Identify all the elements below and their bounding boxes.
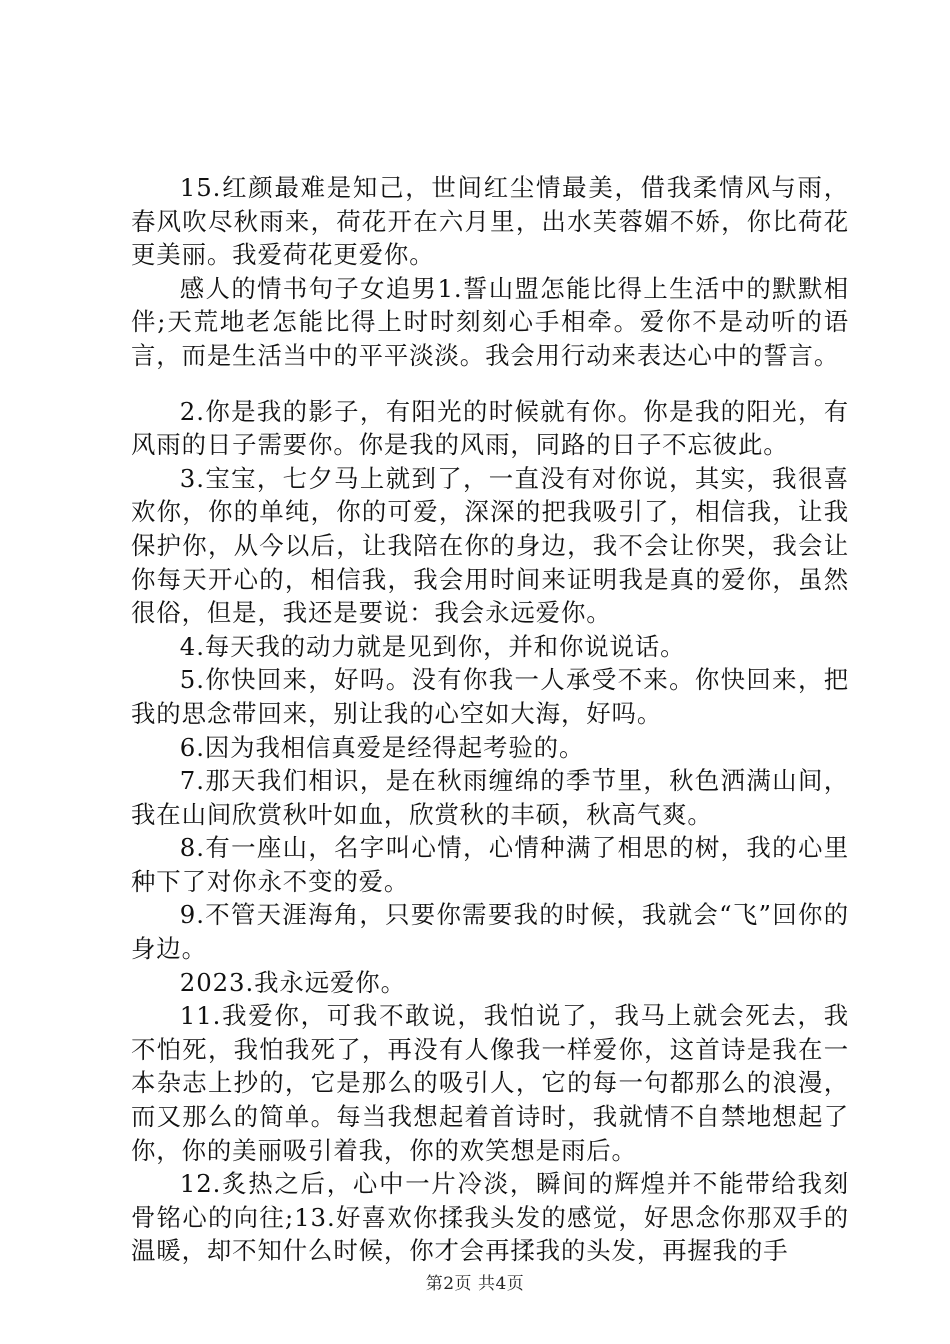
paragraph-5: 5.你快回来，好吗。没有你我一人承受不来。你快回来，把我的思念带回来，别让我的心空如大海，好吗。 [131,665,849,728]
paragraph-6: 6.因为我相信真爱是经得起考验的。 [179,732,585,762]
paragraph-11: 11.我爱你，可我不敢说，我怕说了，我马上就会死去，我不怕死，我怕我死了，再没有人像我一样爱你，这首诗是我在一本杂志上抄的，它是那么的吸引人，它的每一句都那么的浪漫，而又那么的简单。每当我想起着首诗时，我就情不自禁地想起了你，你的美丽吸引着我，你的欢笑想是雨后。 [131,1001,849,1165]
paragraph-4: 4.每天我的动力就是见到你，并和你说说话。 [179,631,686,661]
paragraph-15: 15.红颜最难是知己，世间红尘情最美，借我柔情风与雨，春风吹尽秋雨来，荷花开在六月里，出水芙蓉媚不娇，你比荷花更美丽。我爱荷花更爱你。 [131,173,849,270]
paragraph-2: 2.你是我的影子，有阳光的时候就有你。你是我的阳光，有风雨的日子需要你。你是我的风雨，同路的日子不忘彼此。 [131,396,849,460]
paragraph-7: 7.那天我们相识，是在秋雨缠绵的季节里，秋色洒满山间，我在山间欣赏秋叶如血，欣赏秋的丰硕，秋高气爽。 [131,766,849,829]
paragraph-8: 8.有一座山，名字叫心情，心情种满了相思的树，我的心里种下了对你永不变的爱。 [131,833,849,896]
paragraph-3: 3.宝宝，七夕马上就到了，一直没有对你说，其实，我很喜欢你，你的单纯，你的可爱，深深的把我吸引了，相信我，让我保护你，从今以后，让我陪在你的身边，我不会让你哭，我会让你每天开心的，相信我，我会用时间来证明我是真的爱你，虽然很俗，但是，我还是要说：我会永远爱你。 [131,463,849,628]
page-footer: 第2页 共4页 [425,1274,525,1294]
paragraph-12: 12.炙热之后，心中一片冷淡，瞬间的辉煌并不能带给我刻骨铭心的向往;13.好喜欢你揉我头发的感觉，好思念你那双手的温暖，却不知什么时候，你才会再揉我的头发，再握我的手 [131,1169,849,1266]
document-body [131,171,849,1268]
paragraph-9: 9.不管天涯海角，只要你需要我的时候，我就会“飞”回你的身边。 [131,900,849,964]
paragraph-heading-1: 感人的情书句子女追男1.誓山盟怎能比得上生活中的默默相伴;天荒地老怎能比得上时时刻刻心手相牵。爱你不是动听的语言，而是生活当中的平平淡淡。我会用行动来表达心中的誓言。 [131,273,849,370]
paragraph-2023: 2023.我永远爱你。 [179,967,406,997]
